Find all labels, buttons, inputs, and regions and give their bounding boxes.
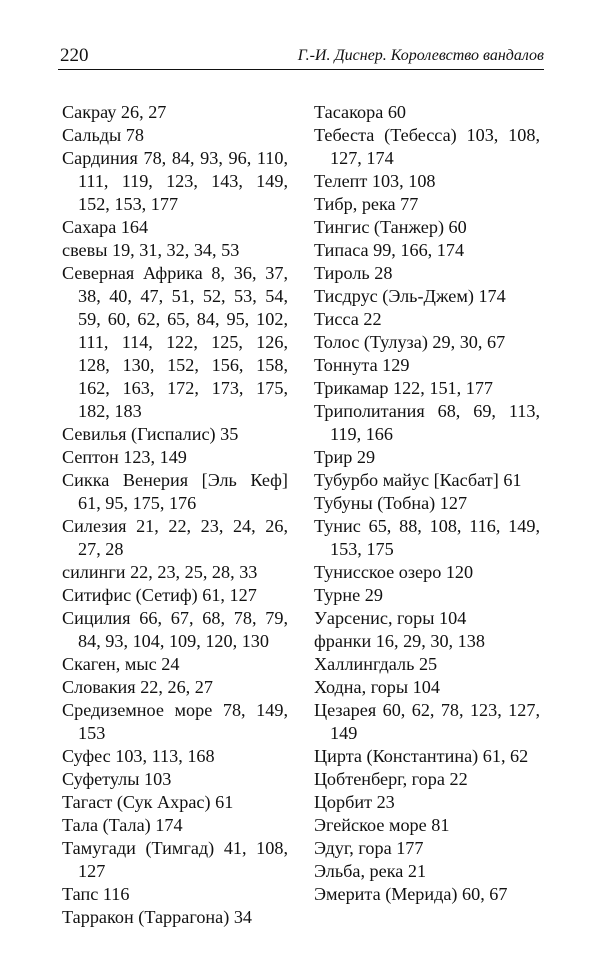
index-entry: Септон 123, 149 [62,447,187,467]
index-entry: Эгейское море 81 [314,815,450,835]
index-entry: Тасакора 60 [314,102,407,122]
index-entry: Трир 29 [314,447,376,467]
page-number: 220 [60,45,89,66]
index-entry: Ходна, горы 104 [314,677,440,697]
index-entry: Цобтенберг, гора 22 [314,769,468,789]
index-entry: Цезарея 60, 62, 78, 123, 127, 149 [314,700,540,743]
index-entry: силинги 22, 23, 25, 28, 33 [62,562,258,582]
index-entry: Силезия 21, 22, 23, 24, 26, 27, 28 [62,516,288,559]
index-entry: Триполитания 68, 69, 113, 119, 166 [314,401,540,444]
index-entry: Тарракон (Таррагона) 34 [62,907,253,927]
index-entry: Тунис 65, 88, 108, 116, 149, 153, 175 [314,516,540,559]
index-entry: Эльба, река 21 [314,861,427,881]
index-entry: Средиземное море 78, 149, 153 [62,700,288,743]
index-entry: франки 16, 29, 30, 138 [314,631,485,651]
index-entry: Турне 29 [314,585,383,605]
index-entry: Севилья (Гиспалис) 35 [62,424,239,444]
index-entry: Сахара 164 [62,217,149,237]
index-entry: Тоннута 129 [314,355,410,375]
index-entry: Эдуг, гора 177 [314,838,424,858]
running-title: Г.-И. Диснер. Королевство вандалов [297,47,544,64]
index-entry: Сицилия 66, 67, 68, 78, 79, 84, 93, 104, 109, 120, 130 [62,608,288,651]
index-entry: Трикамар 122, 151, 177 [314,378,494,398]
index-entry: Тисса 22 [314,309,382,329]
index-entry: Сардиния 78, 84, 93, 96, 110, 111, 119, 123, 143, 149, 152, 153, 177 [62,148,288,214]
index-entry: Суфетулы 103 [62,769,172,789]
index-entry: Тисдрус (Эль-Джем) 174 [314,286,506,306]
index-entry: Толос (Тулуза) 29, 30, 67 [314,332,506,352]
index-entry: Цирта (Константина) 61, 62 [314,746,529,766]
index-entry: Суфес 103, 113, 168 [62,746,215,766]
index-entry: Тебеста (Тебесса) 103, 108, 127, 174 [314,125,540,168]
index-entry: Типаса 99, 166, 174 [314,240,465,260]
index-entry: Скаген, мыс 24 [62,654,180,674]
index-entry: Тироль 28 [314,263,393,283]
index-entry: Словакия 22, 26, 27 [62,677,213,697]
index-column-left [62,101,288,929]
index-entry: Тапс 116 [62,884,130,904]
index-entry: Уарсенис, горы 104 [314,608,467,628]
running-header [58,40,544,70]
index-entry: Тагаст (Сук Ахрас) 61 [62,792,234,812]
index-entry: Цорбит 23 [314,792,395,812]
index-entry: Тала (Тала) 174 [62,815,183,835]
index-entry: Тамугади (Тимгад) 41, 108, 127 [62,838,288,881]
index-entry: Тингис (Танжер) 60 [314,217,467,237]
index-entry: Тубурбо майус [Касбат] 61 [314,470,522,490]
index-entry: Тубуны (Тобна) 127 [314,493,468,513]
index-entry: Эмерита (Мерида) 60, 67 [314,884,508,904]
index-entry: Ситифис (Сетиф) 61, 127 [62,585,257,605]
index-entry: Сальды 78 [62,125,144,145]
index-column-right [314,101,540,906]
index-entry: Сикка Венерия [Эль Кеф] 61, 95, 175, 176 [62,470,288,513]
header-rule [58,69,544,70]
index-entry: Сакрау 26, 27 [62,102,167,122]
index-entry: Северная Африка 8, 36, 37, 38, 40, 47, 51, 52, 53, 54, 59, 60, 62, 65, 84, 95, 102, 111, 114, 122, 125, 126, 128, 130, 152, 156, 158, 162, 163, 172, 173, 175, 182, 183 [62,263,288,421]
index-entry: Телепт 103, 108 [314,171,436,191]
index-entry: Тибр, река 77 [314,194,419,214]
index-entry: свевы 19, 31, 32, 34, 53 [62,240,240,260]
index-entry: Тунисское озеро 120 [314,562,474,582]
index-entry: Халлингдаль 25 [314,654,438,674]
